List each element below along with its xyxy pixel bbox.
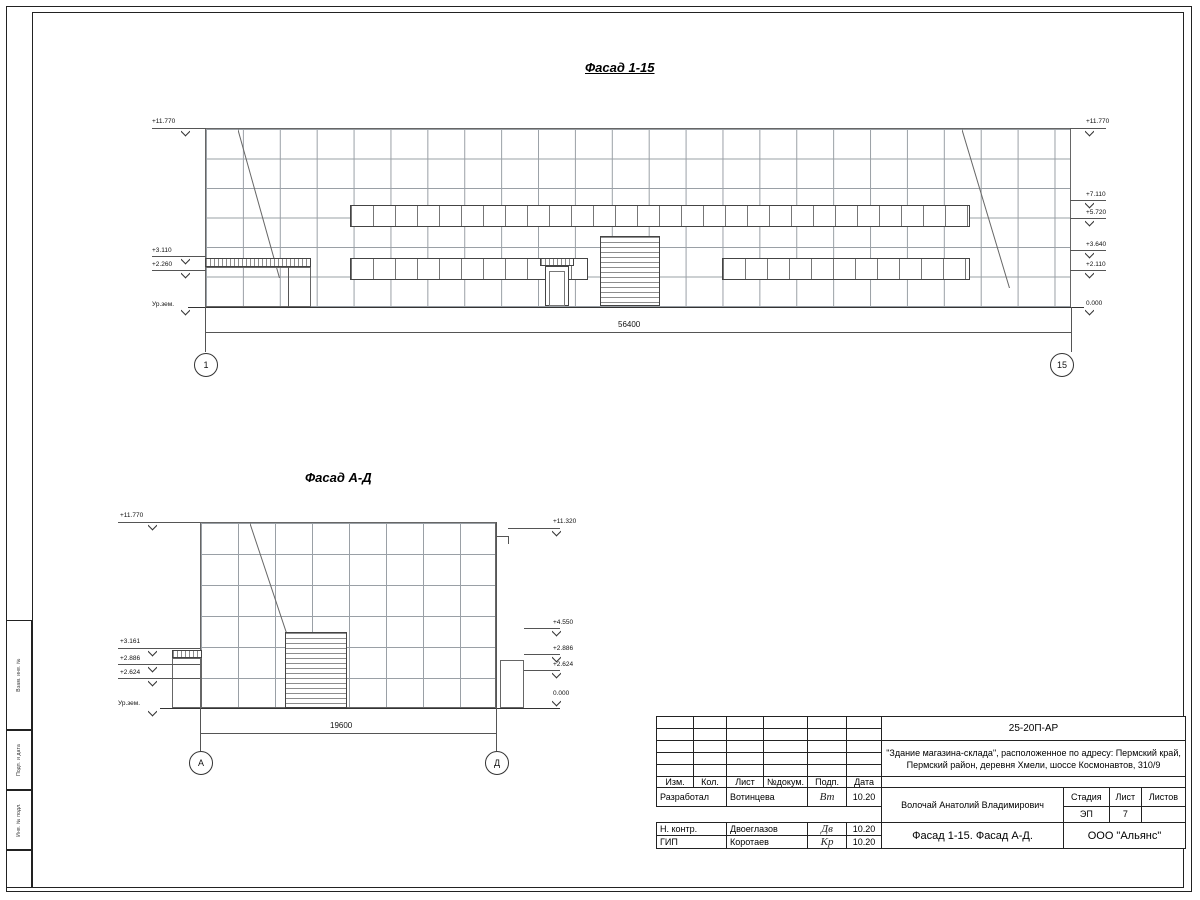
facade-a-d-level-left-3: +2.886 [120,655,141,662]
facade-1-15-diagonal-left [238,128,280,278]
facade-1-15-level-right-1: +11.770 [1086,118,1110,125]
project-code: 25-20П-АР [882,717,1186,741]
facade-1-15-level-right-3: +5.720 [1086,209,1107,216]
facade-a-d-parapet-cap-end [508,536,509,544]
chief-name: Волочай Анатолий Владимирович [882,788,1064,823]
facade-1-15-title: Фасад 1-15 [585,60,655,75]
level-arrow-icon [1085,200,1094,209]
dim-line [205,332,1071,333]
object-description [882,741,1186,777]
margin-stamp-label: Инв. № подл. [16,803,22,837]
level-leader [118,522,200,523]
margin-stamp-2 [6,730,32,790]
level-arrow-icon [148,522,157,531]
level-leader [152,128,206,129]
col-podp: Подп. [808,777,847,788]
facade-1-15-annex-divider [288,267,289,307]
object-line-2: Пермский район, деревня Хмели, шоссе Космонавтов, 310/9 [906,759,1161,770]
facade-1-15-ribbon-upper [350,205,970,227]
sheets-value [1141,806,1185,822]
organization: ООО "Альянс" [1063,823,1185,849]
facade-a-d-curtain-wall [200,522,496,708]
axis-bubble-1: 1 [194,353,218,377]
title-block-row-ncontr [657,823,1186,836]
facade-1-15-level-left-1: +11.770 [152,118,176,125]
name-developer: Вотинцева [727,788,808,807]
facade-1-15-ribbon-lower-right [722,258,970,280]
col-list: Лист [727,777,764,788]
facade-1-15-level-right-5: +2.110 [1086,261,1106,268]
col-ndok: №докум. [764,777,808,788]
facade-a-d-left-annex [172,658,202,708]
level-leader [118,648,200,649]
level-arrow-icon [1085,218,1094,227]
facade-a-d-left-annex-canopy [172,650,202,658]
axis-line-left [200,733,201,751]
level-leader [152,256,206,257]
dim-line [200,733,496,734]
facade-a-d-level-right-2: +4.550 [553,619,574,626]
date-ncontr: 10.20 [847,823,882,836]
axis-bubble-a: А [189,751,213,775]
facade-1-15-level-left-3: +2.260 [152,261,173,268]
title-block-rev-row [657,741,1186,753]
facade-a-d-level-right-5: 0.000 [553,690,570,697]
facade-1-15-entrance-canopy [540,258,574,266]
drawing-name: Фасад 1-15. Фасад А-Д. [882,823,1064,849]
level-leader [118,678,200,679]
facade-a-d-level-left-4: +2.624 [120,669,141,676]
facade-a-d-level-right-3: +2.886 [553,645,574,652]
level-arrow-icon [181,256,190,265]
facade-1-15-level-right-6: 0.000 [1086,300,1103,307]
level-arrow-icon [181,307,190,316]
level-arrow-icon [148,678,157,687]
level-arrow-icon [552,528,561,537]
role-developer: Разработал [657,788,727,807]
facade-a-d-loading-gate [285,632,347,708]
title-block [656,716,1186,849]
facade-a-d-right-annex [500,660,524,708]
facade-1-15-left-annex-canopy [205,258,311,267]
level-arrow-icon [552,670,561,679]
facade-a-d-ground-line [160,708,560,709]
sheets-header: Листов [1141,788,1185,807]
sheet-header: Лист [1109,788,1141,807]
facade-a-d-level-left-5: Ур.зем. [118,700,141,707]
name-ncontr: Двоеглазов [727,823,808,836]
margin-stamp-label: Подп. и дата [16,744,22,776]
facade-a-d-title: Фасад А-Д [305,470,372,485]
col-data: Дата [847,777,882,788]
level-leader [118,664,200,665]
level-arrow-icon [552,628,561,637]
title-block-row-developer [657,788,1186,807]
signature-gip: Кр [808,836,847,849]
facade-a-d-level-right-1: +11.320 [553,518,577,525]
signature-ncontr: Дв [808,823,847,836]
facade-a-d-level-left-2: +3.161 [120,638,141,645]
facade-1-15-level-right-4: +3.640 [1086,241,1107,248]
date-developer: 10.20 [847,788,882,807]
facade-1-15-level-left-2: +3.110 [152,247,172,254]
axis-line-right [1071,332,1072,352]
facade-1-15-level-right-2: +7.110 [1086,191,1106,198]
level-arrow-icon [552,698,561,707]
title-block-column-headers [657,777,1186,788]
margin-stamp-3 [6,790,32,850]
role-ncontr: Н. контр. [657,823,727,836]
level-arrow-icon [1085,250,1094,259]
axis-line-left [205,332,206,352]
facade-a-d-overall-dimension: 19600 [330,721,353,730]
col-izm: Изм. [657,777,694,788]
level-arrow-icon [148,664,157,673]
margin-stamp-1 [6,620,32,730]
margin-stamp-label: Взам. инв. № [16,658,22,692]
facade-1-15-overall-dimension: 56400 [618,320,641,329]
date-gip: 10.20 [847,836,882,849]
facade-a-d-parapet-cap [496,536,508,537]
facade-1-15-ground-line [188,307,1084,308]
level-arrow-icon [1085,128,1094,137]
sheet-value: 7 [1109,806,1141,822]
role-gip: ГИП [657,836,727,849]
facade-a-d-right-parapet [496,522,497,708]
name-gip: Коротаев [727,836,808,849]
level-arrow-icon [181,128,190,137]
facade-1-15-level-left-4: Ур.зем. [152,301,175,308]
facade-1-15-entrance-door-leaf [549,271,565,306]
object-line-1: "Здание магазина-склада", расположенное по адресу: Пермский край, [886,747,1181,758]
facade-a-d-level-right-4: +2.624 [553,661,574,668]
facade-1-15-loading-gate [600,236,660,306]
level-arrow-icon [1085,307,1094,316]
facade-a-d-level-left-1: +11.770 [120,512,144,519]
level-arrow-icon [1085,270,1094,279]
title-block-rev-row [657,717,1186,729]
stage-header: Стадия [1063,788,1109,807]
stage-value: ЭП [1063,806,1109,822]
axis-line-right [496,733,497,751]
axis-bubble-15: 15 [1050,353,1074,377]
margin-stamp-4 [6,850,32,888]
facade-1-15-left-annex [205,267,311,307]
level-arrow-icon [181,270,190,279]
axis-bubble-d: Д [485,751,509,775]
signature-developer: Вт [808,788,847,807]
level-leader [152,270,206,271]
level-arrow-icon [148,648,157,657]
level-arrow-icon [148,708,157,717]
col-kol: Кол. [694,777,727,788]
